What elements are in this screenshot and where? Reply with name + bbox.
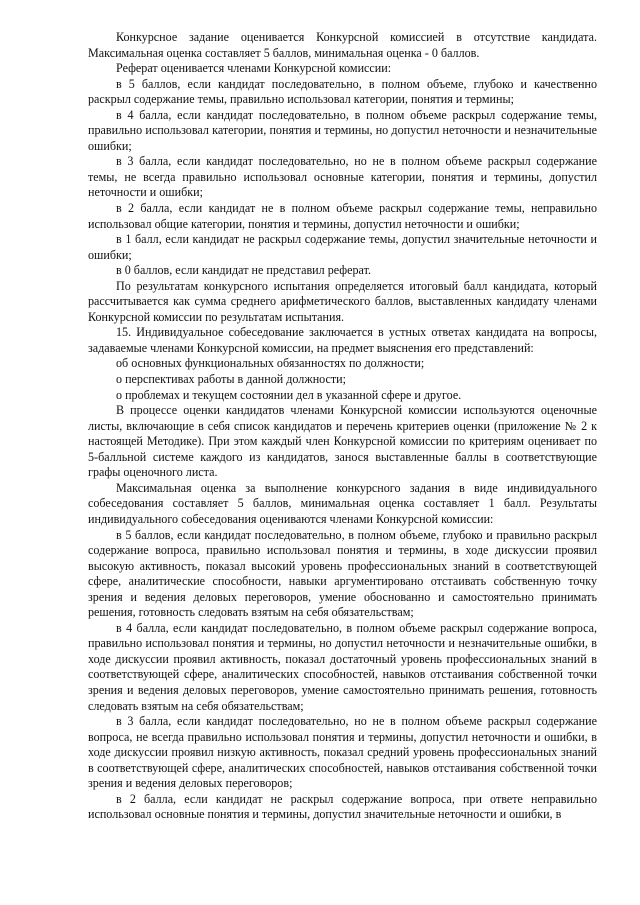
paragraph-essay-score-5: в 5 баллов, если кандидат последовательно, в полном объеме, глубоко и качественно раскрыл содержание темы, правильно использовал категории, понятия и термины; <box>88 76 597 107</box>
paragraph-interview-score-5: в 5 баллов, если кандидат последовательно, в полном объеме, глубоко и правильно раскрыл содержание вопроса, правильно использовал понятия и термины, в ходе дискуссии проявил высокую активность, показал высокий уровень профессиональных знаний в соответствующей сфере, аналитические способности, навыки аргументировано отстаивать собственную точку зрения и ведения деловых переговоров, умение обоснованно и самостоятельно принимать решения, готовность следовать взятым на себя обязательствам; <box>88 527 597 620</box>
paragraph-contest-task-evaluation: Конкурсное задание оценивается Конкурсной комиссией в отсутствие кандидата. Максимальная оценка составляет 5 баллов, минимальная оценка - 0 баллов. <box>88 30 597 60</box>
paragraph-essay-score-2: в 2 балла, если кандидат не в полном объеме раскрыл содержание темы, неправильно использовал общие категории, понятия и термины, допустил неточности и ошибки; <box>88 201 597 231</box>
paragraph-interview-topic-duties: об основных функциональных обязанностях по должности; <box>116 356 425 371</box>
paragraph-essay-evaluation-intro: Реферат оценивается членами Конкурсной комиссии: <box>116 61 392 76</box>
paragraph-interview-score-4: в 4 балла, если кандидат последовательно, в полном объеме раскрыл содержание вопроса, правильно использовал понятия и термины, но допустил неточности и незначительные ошибки, в ходе дискуссии проявил активность, показал достаточный уровень профессиональных знаний в соответствующей сфере, аналитических способностей, навыков отстаивания собственной точки зрения и ведения деловых переговоров, умение самостоятельно принимать решения, готовность следовать взятым на себя обязательствам; <box>88 620 597 713</box>
paragraph-interview-intro: 15. Индивидуальное собеседование заключается в устных ответах кандидата на вопросы, задаваемые членами Конкурсной комиссии, на предмет выяснения его представлений: <box>88 325 597 355</box>
paragraph-essay-score-3: в 3 балла, если кандидат последовательно, но не в полном объеме раскрыл содержание темы, не всегда правильно использовал основные категории, понятия и термины, допустил неточности и ошибки; <box>88 154 597 200</box>
paragraph-final-score: По результатам конкурсного испытания определяется итоговый балл кандидата, который рассчитывается как сумма среднего арифметического баллов, выставленных кандидату членами Конкурсной комиссии по результатам испытания. <box>88 278 597 324</box>
paragraph-essay-score-4: в 4 балла, если кандидат последовательно, в полном объеме раскрыл содержание темы, правильно использовал категории, понятия и термины, но допустил неточности и незначительные ошибки; <box>88 107 597 153</box>
paragraph-interview-topic-problems: о проблемах и текущем состоянии дел в указанной сфере и другое. <box>116 387 462 402</box>
paragraph-essay-score-1: в 1 балл, если кандидат не раскрыл содержание темы, допустил значительные неточности и ошибки; <box>88 232 597 262</box>
document-page <box>88 30 597 823</box>
paragraph-interview-max-score: Максимальная оценка за выполнение конкурсного задания в виде индивидуального собеседования составляет 5 баллов, минимальная оценка составляет 1 балл. Результаты индивидуального собеседования оцениваются членами Конкурсной комиссии: <box>88 480 597 526</box>
paragraph-interview-score-2: в 2 балла, если кандидат не раскрыл содержание вопроса, при ответе неправильно использовал основные понятия и термины, допустил значительные неточности и ошибки, в <box>88 791 597 822</box>
paragraph-evaluation-sheets: В процессе оценки кандидатов членами Конкурсной комиссии используются оценочные листы, включающие в себя список кандидатов и перечень критериев оценки (приложение № 2 к настоящей Методике). При этом каждый член Конкурсной комиссии по критериям оценивает по 5-балльной системе каждого из кандидатов, занося выставленные баллы в соответствующие графы оценочного листа. <box>88 403 597 480</box>
paragraph-interview-topic-prospects: о перспективах работы в данной должности; <box>116 372 346 387</box>
paragraph-interview-score-3: в 3 балла, если кандидат последовательно, но не в полном объеме раскрыл содержание вопроса, не всегда правильно использовал понятия и термины, допустил неточности и ошибки, в ходе дискуссии проявил низкую активность, показал средний уровень профессиональных знаний в соответствующей сфере, аналитических способностей, навыков отстаивания собственной точки зрения и ведения деловых переговоров; <box>88 714 597 791</box>
paragraph-essay-score-0: в 0 баллов, если кандидат не представил реферат. <box>116 263 371 278</box>
